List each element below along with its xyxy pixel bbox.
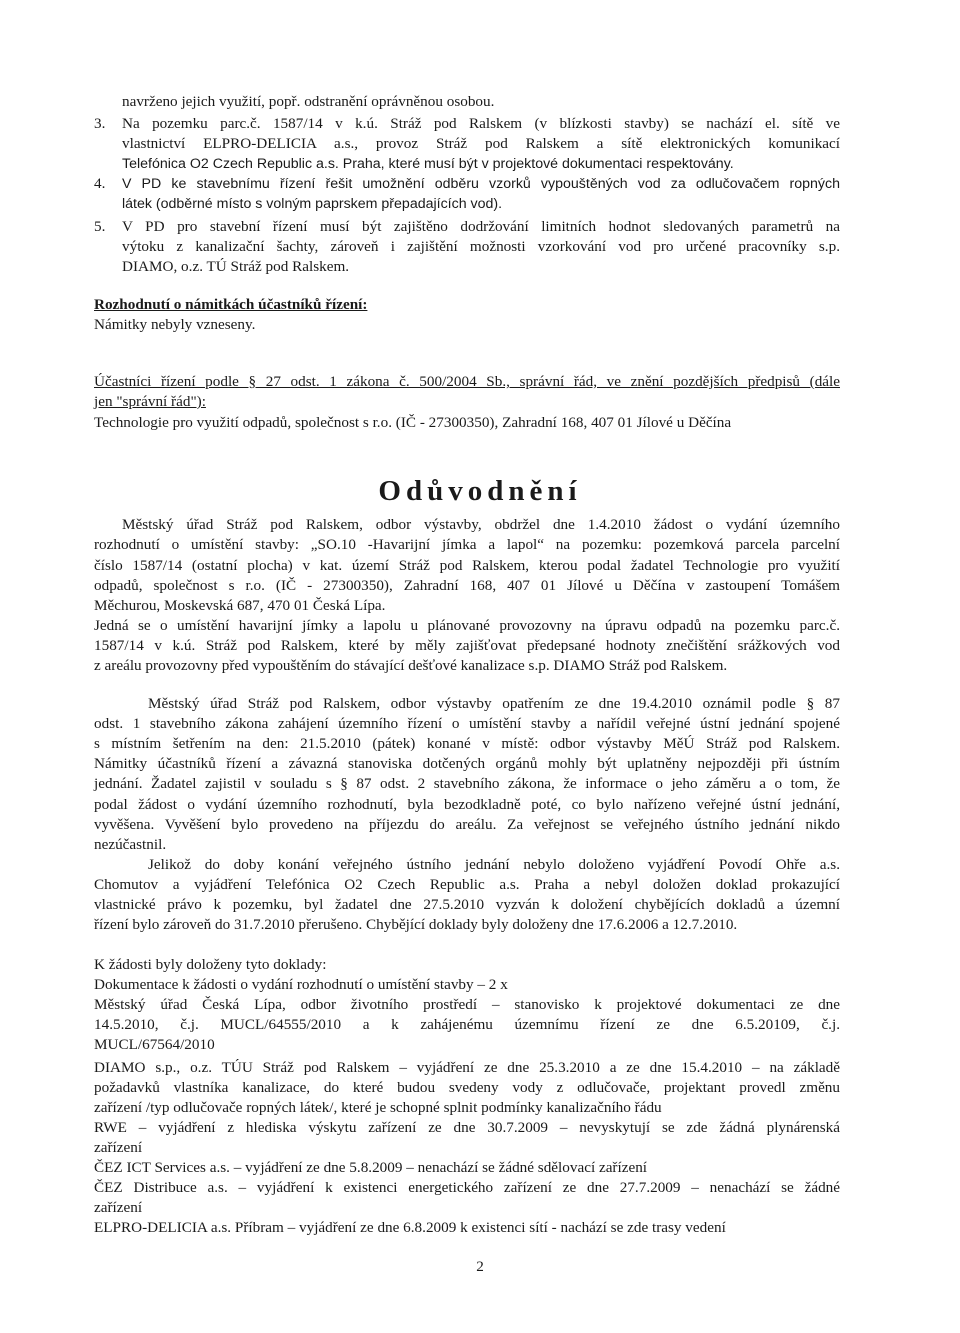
item-number: 4. bbox=[94, 175, 106, 192]
item-number: 3. bbox=[94, 115, 106, 132]
document-item: 14.5.2010, č.j. MUCL/64555/2010 a k zahájenému územnímu řízení ze dne 6.5.20109, č.j. bbox=[94, 1016, 840, 1033]
text-line: nezúčastnil. bbox=[94, 836, 167, 853]
text-line: Telefónica O2 Czech Republic a.s. Praha, které musí být v projektové dokumentaci respektovány. bbox=[122, 156, 734, 172]
text-line: V PD pro stavební řízení musí být zajištěno dodržování limitních hodnot sledovaných parametrů na bbox=[122, 218, 840, 235]
text-line: vyvěšena. Vyvěšení bylo provedeno na příjezdu do areálu. Za veřejnost se veřejného ústního jednání nikdo bbox=[94, 816, 840, 833]
text-line: látek (odběrné místo s volným paprskem přepadajících vod). bbox=[122, 196, 503, 212]
text-line: odst. 1 stavebního zákona zahájení územního řízení o umístění stavby a nařídil veřejné ústní jednání spojené bbox=[94, 715, 840, 732]
document-item: MUCL/67564/2010 bbox=[94, 1036, 215, 1053]
text-line: z areálu provozovny před vypouštěním do stávající dešťové kanalizace s.p. DIAMO Stráž pod Ralskem. bbox=[94, 657, 728, 674]
text-line: odpadů, společnost s r.o. (IČ - 27300350), Zahradní 168, 407 01 Jílové u Děčína v zastoupení Tomášem bbox=[94, 577, 840, 594]
text-line: vlastnictví ELPRO-DELICIA a.s., provoz Stráž pod Ralskem a sítě elektronických komunikací bbox=[122, 135, 840, 152]
document-item: požadavků vlastníka kanalizace, do které budou svedeny vody z odlučovače, projektant provedl změnu bbox=[94, 1079, 840, 1096]
document-item: zařízení bbox=[94, 1139, 143, 1156]
text-line: výtoku z kanalizační šachty, zároveň i zajištění možnosti vzorkování vod pro určené pracovníky s.p. bbox=[122, 238, 840, 255]
text-line: podal žádost o vydání územního rozhodnutí, byla bezodkladně poté, co bylo nařízeno veřejné ústní jednání, bbox=[94, 796, 840, 813]
text-line: Na pozemku parc.č. 1587/14 v k.ú. Stráž pod Ralskem (v blízkosti stavby) se nachází el. sítě ve bbox=[122, 115, 840, 132]
document-item: zařízení bbox=[94, 1199, 143, 1216]
text-line: číslo 1587/14 (ostatní plocha) v kat. území Stráž pod Ralskem, kterou podal žadatel Technologie pro využití bbox=[94, 557, 840, 574]
text-line: 1587/14 v k.ú. Stráž pod Ralskem, které by měly zajišťovat předepsané hodnoty znečištění srážkových vod bbox=[94, 637, 840, 654]
participants-text: Technologie pro využití odpadů, společnost s r.o. (IČ - 27300350), Zahradní 168, 407 01 Jílové u Děčína bbox=[94, 414, 732, 431]
text-line: vlastnické právo k pozemku, byl žadatel dne 27.5.2010 vyzván k doložení chybějících dokladů a územní bbox=[94, 896, 840, 913]
text-line: jednání. Žadatel zajistil v souladu s § 87 odst. 2 stavebního zákona, že informace o jeho záměru a o tom, že bbox=[94, 775, 840, 792]
text-line: s místním šetřením na den: 21.5.2010 (pátek) konané v místě: odbor výstavby MěÚ Stráž pod Ralskem. bbox=[94, 735, 840, 752]
document-item: ČEZ ICT Services a.s. – vyjádření ze dne 5.8.2009 – nenachází se žádné sdělovací zařízení bbox=[94, 1159, 648, 1176]
document-item: ČEZ Distribuce a.s. – vyjádření k existenci energetického zařízení ze dne 27.7.2009 – nenachází se žádné bbox=[94, 1179, 840, 1196]
participants-heading: Účastníci řízení podle § 27 odst. 1 zákona č. 500/2004 Sb., správní řád, ve znění pozdějších předpisů (dále bbox=[94, 373, 840, 390]
participants-heading-cont: jen "správní řád"): bbox=[94, 393, 206, 410]
objections-text: Námitky nebyly vzneseny. bbox=[94, 316, 256, 333]
text-line: Jelikož do doby konání veřejného ústního jednání nebylo doloženo vyjádření Povodí Ohře a.s. bbox=[148, 856, 840, 873]
document-item: DIAMO s.p., o.z. TÚU Stráž pod Ralskem – vyjádření ze dne 25.3.2010 a ze dne 15.4.2010 – na základě bbox=[94, 1059, 840, 1076]
justification-heading: Odůvodnění bbox=[378, 475, 582, 507]
text-line: Námitky účastníků řízení a závazná stanoviska dotčených orgánů mohly být uplatněny nejpozději při ústním bbox=[94, 755, 840, 772]
page-number: 2 bbox=[476, 1258, 484, 1275]
text-line: navrženo jejich využití, popř. odstranění oprávněnou osobou. bbox=[122, 93, 495, 110]
text-line: Městský úřad Stráž pod Ralskem, odbor výstavby, obdržel dne 1.4.2010 žádost o vydání územního bbox=[122, 516, 840, 533]
text-line: Jedná se o umístění havarijní jímky a lapolu u plánované provozovny na úpravu odpadů na pozemku parc.č. bbox=[94, 617, 840, 634]
text-line: V PD ke stavebnímu řízení řešit umožnění odběru vzorků vypouštěných vod za odlučovačem ropných bbox=[122, 176, 840, 192]
documents-heading: K žádosti byly doloženy tyto doklady: bbox=[94, 956, 327, 973]
objections-heading: Rozhodnutí o námitkách účastníků řízení: bbox=[94, 296, 368, 313]
text-line: rozhodnutí o umístění stavby: „SO.10 -Havarijní jímka a lapol“ na pozemku: pozemková parcela parcelní bbox=[94, 536, 840, 553]
text-line: Městský úřad Stráž pod Ralskem, odbor výstavby opatřením ze dne 19.4.2010 oznámil podle § 87 bbox=[148, 695, 840, 712]
document-item: Městský úřad Česká Lípa, odbor životního prostředí – stanovisko k projektové dokumentaci ze dne bbox=[94, 996, 840, 1013]
text-line: Měchurou, Moskevská 687, 470 01 Česká Lípa. bbox=[94, 597, 386, 614]
text-line: Chomutov a vyjádření Telefónica O2 Czech Republic a.s. Praha a nebyl doložen doklad prokazující bbox=[94, 876, 840, 893]
document-item: ELPRO-DELICIA a.s. Příbram – vyjádření ze dne 6.8.2009 k existenci sítí - nachází se zde trasy vedení bbox=[94, 1219, 726, 1236]
text-line: DIAMO, o.z. TÚ Stráž pod Ralskem. bbox=[122, 258, 350, 275]
document-item: RWE – vyjádření z hlediska výskytu zařízení ze dne 30.7.2009 – nevyskytují se zde žádná plynárenská bbox=[94, 1119, 840, 1136]
document-item: Dokumentace k žádosti o vydání rozhodnutí o umístění stavby – 2 x bbox=[94, 976, 508, 993]
document-item: zařízení /typ odlučovače ropných látek/, které je schopné splnit podmínky kanalizačního řádu bbox=[94, 1099, 662, 1116]
text-line: řízení bylo zároveň do 31.7.2010 přerušeno. Chybějící doklady byly doloženy dne 17.6.2006 a 12.7.2010. bbox=[94, 916, 738, 933]
item-number: 5. bbox=[94, 218, 106, 235]
